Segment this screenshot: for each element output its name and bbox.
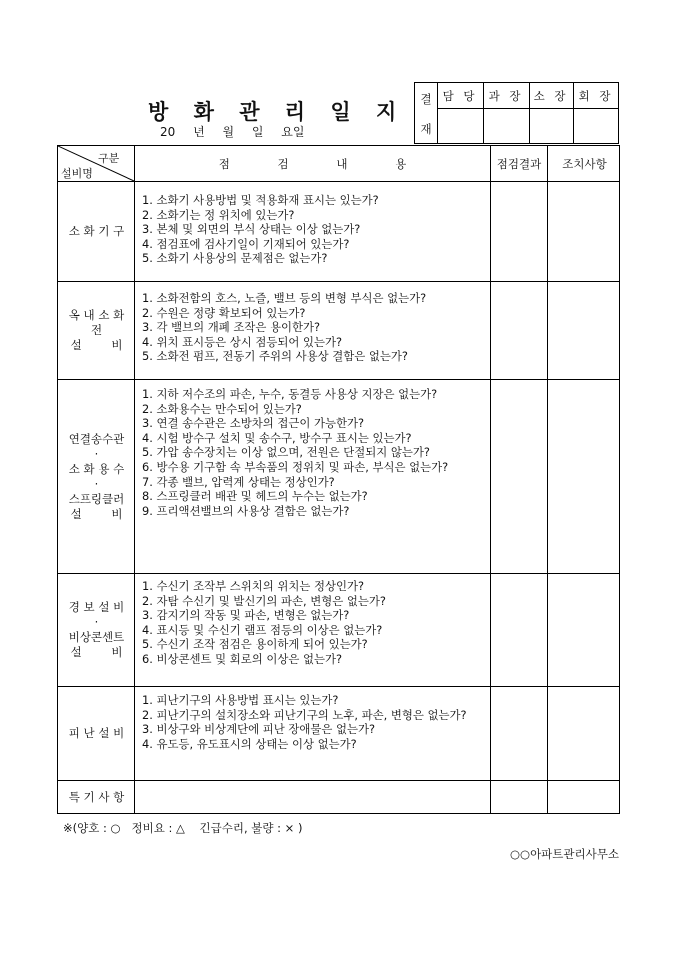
section-items-fire-extinguisher [142,193,490,266]
date-line: 20 년 월 일 요일 [160,125,305,139]
section-label-line: · [94,476,99,491]
section-label-line: 전 [90,323,103,337]
approval-col-section-chief: 과 장 [488,88,524,103]
approval-col-director: 소 장 [533,88,569,103]
check-item: 1. 소화기 사용방법 및 적용화재 표시는 있는가? [142,193,379,207]
header-action-taken: 조치사항 [562,156,607,171]
check-item: 5. 소화전 펌프, 전동기 주위의 사용상 결함은 없는가? [142,349,408,364]
section-label-evacuation [58,687,135,780]
section-label-line: 설 비 [70,506,123,521]
check-item: 1. 수신기 조작부 스위치의 위치는 정상인가? [142,579,365,593]
check-item: 4. 유도등, 유도표시의 상태는 이상 없는가? [142,736,357,751]
check-item: 2. 자탐 수신기 및 발신기의 파손, 변형은 없는가? [142,593,386,608]
section-label-standpipe-sprinkler [58,380,135,573]
check-item: 3. 비상구와 비상계단에 피난 장애물은 없는가? [142,722,376,737]
check-item: 5. 소화기 사용상의 문제점은 없는가? [142,251,328,266]
section-label-line: 경 보 설 비 [68,600,125,614]
check-item: 6. 비상콘센트 및 회로의 이상은 없는가? [142,651,343,666]
corner-label-equipment: 설비명 [61,167,93,180]
section-label-line: 특 기 사 항 [68,790,125,804]
approval-side-label-1: 결 [420,92,432,106]
check-item: 7. 각종 밸브, 압력계 상태는 정상인가? [142,474,335,489]
legend-note: ※(양호 : ○ 정비요 : △ 긴급수리, 불량 : × ) [63,821,303,835]
check-item: 2. 수원은 정량 확보되어 있는가? [142,305,306,320]
check-item: 2. 피난기구의 설치장소와 피난기구의 노후, 파손, 변형은 없는가? [142,707,467,722]
section-label-line: 소 화 용 수 [68,461,125,476]
section-label-line: 설 비 [70,645,123,659]
check-item: 1. 지하 저수조의 파손, 누수, 동결등 사용상 지장은 없는가? [142,387,438,401]
section-label-line: 연결송수관 [68,431,125,446]
check-item: 6. 방수용 기구함 속 부속품의 정위치 및 파손, 부식은 없는가? [142,459,449,474]
check-item: 4. 시험 방수구 설치 및 송수구, 방수구 표시는 있는가? [142,430,412,445]
section-label-line: 소 화 기 구 [68,224,125,238]
section-label-line: 스프링클러 [68,491,125,506]
section-label-alarm-outlet [58,574,135,686]
section-label-line: 옥 내 소 화 [68,308,125,322]
check-item: 8. 스프링클러 배관 및 헤드의 누수는 없는가? [142,489,368,504]
check-item: 9. 프리액션밸브의 사용상 결함은 없는가? [142,503,350,518]
check-item: 2. 소화용수는 만수되어 있는가? [142,401,302,416]
check-item: 3. 감지기의 작동 및 파손, 변형은 없는가? [142,608,350,623]
document-title: 방 화 관 리 일 지 [148,100,406,124]
check-item: 3. 본체 및 외면의 부식 상태는 이상 없는가? [142,222,361,237]
header-check-content: 점 검 내 용 [218,156,407,171]
check-item: 4. 위치 표시등은 상시 점등되어 있는가? [142,334,343,349]
section-label-line: 비상콘센트 [68,630,125,644]
check-item: 4. 점검표에 검사기일이 기재되어 있는가? [142,236,350,251]
header-check-result: 점검결과 [496,156,542,171]
section-label-line: · [94,446,99,461]
check-item: 1. 소화전함의 호스, 노즐, 밸브 등의 변형 부식은 없는가? [142,291,427,305]
section-items-standpipe-sprinkler [142,387,490,518]
check-item: 3. 연결 송수관은 소방차의 접근이 가능한가? [142,416,365,431]
check-item: 3. 각 밸브의 개폐 조작은 용이한가? [142,320,321,335]
section-items-alarm-outlet [142,579,490,667]
section-label-line: 설 비 [70,338,123,352]
section-items-indoor-hydrant [142,291,490,364]
inspection-table [57,145,620,814]
check-item: 2. 소화기는 정 위치에 있는가? [142,207,295,222]
special-notes-label [58,781,135,814]
corner-label-category: 구분 [98,152,120,165]
section-items-evacuation [142,693,490,751]
approval-side-label-2: 재 [420,122,432,136]
approval-box [414,82,619,144]
office-name: ○○아파트관리사무소 [510,847,619,861]
section-label-line: 피 난 설 비 [68,726,125,740]
approval-col-chairman: 회 장 [578,88,614,103]
section-label-fire-extinguisher [58,182,135,281]
section-label-indoor-hydrant [58,282,135,379]
check-item: 5. 가압 송수장치는 이상 없으며, 전원은 단절되지 않는가? [142,445,430,460]
check-item: 5. 수신기 조작 점검은 용이하게 되어 있는가? [142,637,368,652]
check-item: 4. 표시등 및 수신기 램프 점등의 이상은 없는가? [142,622,383,637]
section-label-line: · [94,615,99,629]
approval-col-manager: 담 당 [442,88,478,103]
check-item: 1. 피난기구의 사용방법 표시는 있는가? [142,693,339,707]
